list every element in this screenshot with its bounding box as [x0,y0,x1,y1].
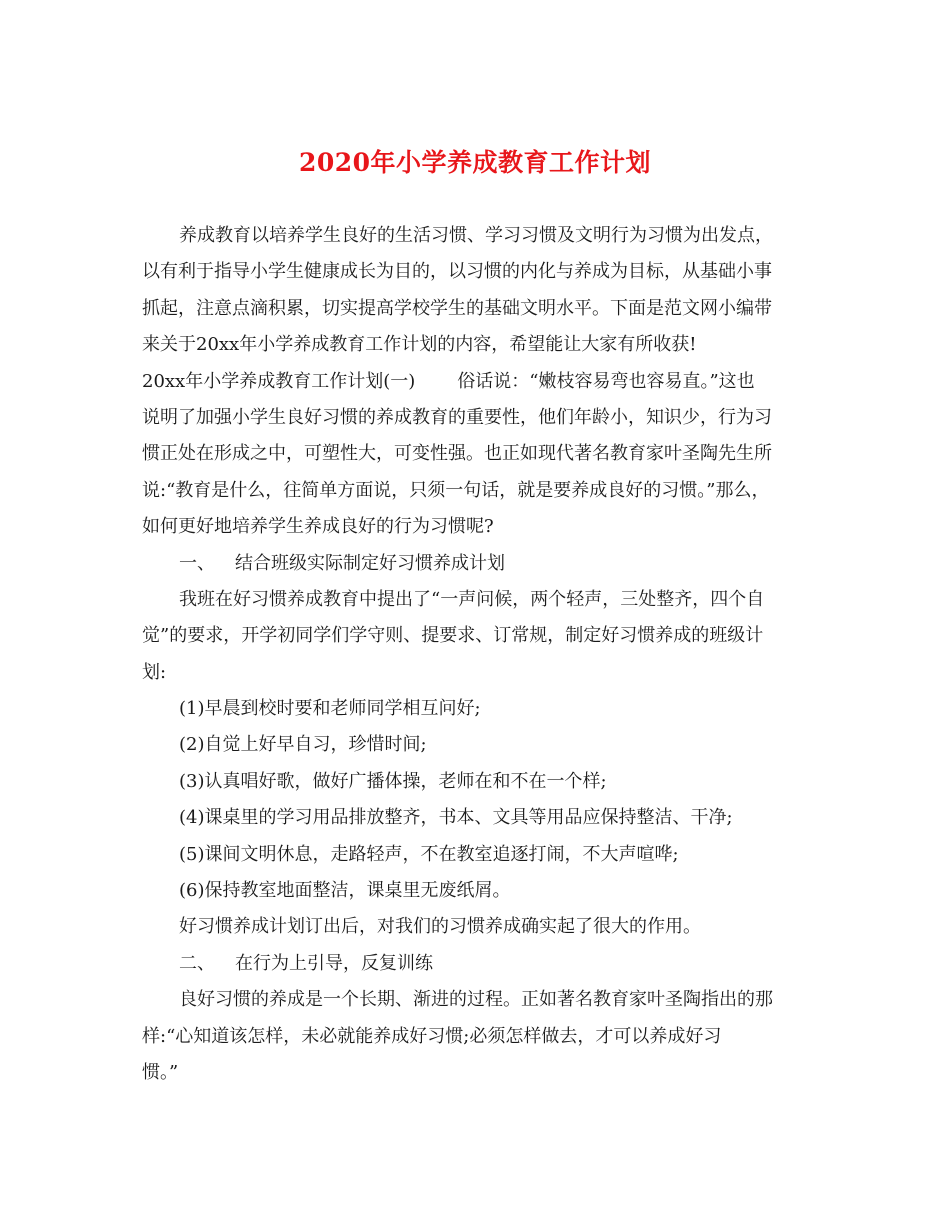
document-title: 2020年小学养成教育工作计划 [298,148,652,177]
paragraph-line: 来关于20xx年小学养成教育工作计划的内容，希望能让大家有所收获! [142,334,697,356]
paragraph-line: 说明了加强小学生良好习惯的养成教育的重要性，他们年龄小，知识少，行为习 [142,406,772,428]
paragraph-line: 划: [142,661,167,683]
list-item: (4)课桌里的学习用品排放整齐，书本、文具等用品应保持整洁、干净; [179,807,733,829]
section-heading-2 [142,946,822,982]
paragraph-line: 以有利于指导小学生健康成长为目的，以习惯的内化与养成为目标，从基础小事 [142,261,772,283]
list-item: (2)自觉上好早自习，珍惜时间; [179,734,427,756]
paragraph-line: 抓起，注意点滴积累，切实提高学校学生的基础文明水平。下面是范文网小编带 [142,297,772,319]
section-heading-1 [142,546,822,582]
paragraph-line: 如何更好地培养学生养成良好的行为习惯呢? [142,516,494,538]
paragraph-line: 样:“心知道该怎样，未必就能养成好习惯;必须怎样做去，才可以养成好习 [142,1025,722,1047]
heading-text: 在行为上引导，反复训练 [235,952,433,974]
list-item: (1)早晨到校时要和老师同学相互问好; [179,698,481,720]
heading-text: 结合班级实际制定好习惯养成计划 [235,552,505,574]
paragraph-line [142,364,822,400]
paragraph-line: 说:“教育是什么，往简单方面说，只须一句话，就是要养成良好的习惯。”那么， [142,479,770,501]
paragraph-line: 觉”的要求，开学初同学们学守则、提要求、订常规，制定好习惯养成的班级计 [142,625,764,647]
heading-number: 二、 [179,952,215,974]
list-item: (3)认真唱好歌，做好广播体操，老师在和不在一个样; [179,770,607,792]
paragraph-line: 好习惯养成计划订出后，对我们的习惯养成确实起了很大的作用。 [179,916,701,938]
paragraph-line: 良好习惯的养成是一个长期、渐进的过程。正如著名教育家叶圣陶指出的那 [179,989,773,1011]
heading-number: 一、 [179,552,215,574]
paragraph-line: 我班在好习惯养成教育中提出了“一声问候，两个轻声，三处整齐，四个自 [179,588,765,610]
paragraph-line: 惯正处在形成之中，可塑性大，可变性强。也正如现代著名教育家叶圣陶先生所 [142,443,772,465]
paragraph-line: 惯。” [142,1061,179,1083]
list-item: (5)课间文明休息，走路轻声，不在教室追逐打闹，不大声喧哗; [179,843,679,865]
section-subtitle: 20xx年小学养成教育工作计划(一) [142,370,416,392]
paragraph-text: 俗话说：“嫩枝容易弯也容易直。”这也 [457,370,755,392]
paragraph-line: 养成教育以培养学生良好的生活习惯、学习习惯及文明行为习惯为出发点， [179,225,773,246]
document-body [142,218,822,1091]
list-item: (6)保持教室地面整洁，课桌里无废纸屑。 [179,880,511,902]
